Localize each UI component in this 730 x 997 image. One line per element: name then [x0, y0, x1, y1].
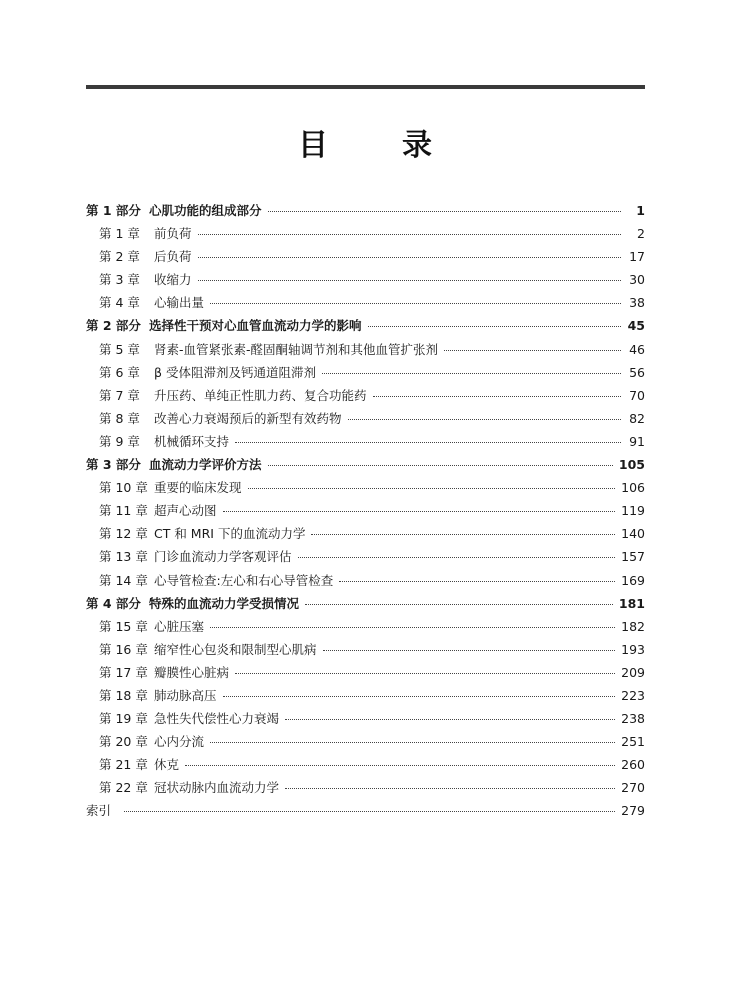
toc-page-number: 2 — [637, 226, 645, 242]
toc-page-number: 182 — [621, 618, 645, 634]
toc-page-number: 46 — [629, 341, 645, 357]
toc-chapter-title: 门诊血流动力学客观评估 — [154, 549, 292, 565]
toc-part-row[interactable] — [86, 453, 645, 476]
toc-chapter-title: β 受体阻滞剂及钙通道阻滞剂 — [154, 364, 316, 380]
dot-leader — [285, 787, 615, 789]
toc-chapter-number: 第 11 章 — [99, 503, 148, 519]
toc-chapter-title: 超声心动图 — [154, 503, 217, 519]
dot-leader — [198, 279, 621, 281]
toc-chapter-row[interactable] — [86, 430, 645, 453]
toc-chapter-row[interactable] — [86, 291, 645, 314]
toc-chapter-number: 第 7 章 — [99, 387, 140, 403]
toc-page-number: 181 — [618, 595, 645, 611]
toc-page-number: 209 — [621, 664, 645, 680]
dot-leader — [235, 441, 621, 443]
toc-chapter-title: 肺动脉高压 — [154, 687, 217, 703]
toc-page-number: 119 — [621, 503, 645, 519]
toc-chapter-row[interactable] — [86, 522, 645, 545]
toc-part-title: 血流动力学评价方法 — [149, 457, 262, 473]
toc-page-number: 1 — [636, 203, 645, 218]
toc-page-number: 193 — [621, 641, 645, 657]
toc-part-number: 第 2 部分 — [86, 318, 141, 334]
toc-chapter-number: 第 9 章 — [99, 433, 140, 449]
toc-chapter-title: 心脏压塞 — [154, 618, 205, 634]
toc-part-row[interactable] — [86, 314, 645, 337]
toc-chapter-row[interactable] — [86, 638, 645, 661]
toc-chapter-title: 心输出量 — [154, 295, 205, 311]
dot-leader — [268, 464, 613, 466]
toc-chapter-title: 重要的临床发现 — [154, 480, 242, 496]
toc-chapter-title: 休克 — [154, 757, 180, 773]
toc-chapter-row[interactable] — [86, 707, 645, 730]
toc-page-number: 70 — [629, 387, 645, 403]
top-rule — [86, 85, 645, 89]
toc-chapter-title: CT 和 MRI 下的血流动力学 — [154, 526, 306, 542]
toc-page-number: 82 — [629, 410, 645, 426]
toc-chapter-row[interactable] — [86, 268, 645, 291]
toc-page-number: 157 — [621, 549, 645, 565]
toc-page-number: 223 — [621, 687, 645, 703]
dot-leader — [339, 580, 615, 582]
toc-chapter-title: 后负荷 — [154, 249, 192, 265]
toc-chapter-number: 第 18 章 — [99, 687, 148, 703]
dot-leader — [223, 510, 616, 512]
dot-leader — [248, 487, 616, 489]
toc-chapter-number: 第 2 章 — [99, 249, 140, 265]
toc-chapter-number: 第 8 章 — [99, 410, 140, 426]
toc-part-title: 心肌功能的组成部分 — [149, 203, 262, 218]
toc-part-row[interactable] — [86, 592, 645, 615]
toc-page-number: 17 — [629, 249, 645, 265]
toc-chapter-row[interactable] — [86, 684, 645, 707]
toc-part-number: 第 4 部分 — [86, 595, 141, 611]
toc-page-number: 270 — [621, 780, 645, 796]
dot-leader — [223, 695, 616, 697]
toc-chapter-number: 第 10 章 — [99, 480, 148, 496]
dot-leader — [305, 603, 613, 605]
toc-chapter-row[interactable] — [86, 384, 645, 407]
dot-leader — [268, 210, 621, 212]
toc-chapter-number: 第 16 章 — [99, 641, 148, 657]
toc-chapter-number: 第 13 章 — [99, 549, 148, 565]
toc-chapter-title: 改善心力衰竭预后的新型有效药物 — [154, 410, 342, 426]
toc-chapter-number: 第 19 章 — [99, 711, 148, 727]
toc-chapter-row[interactable] — [86, 730, 645, 753]
toc-chapter-row[interactable] — [86, 476, 645, 499]
dot-leader — [348, 418, 621, 420]
toc-chapter-title: 升压药、单纯正性肌力药、复合功能药 — [154, 387, 367, 403]
toc-chapter-number: 第 4 章 — [99, 295, 140, 311]
dot-leader — [285, 718, 615, 720]
dot-leader — [373, 395, 621, 397]
toc-chapter-number: 第 14 章 — [99, 572, 148, 588]
dot-leader — [235, 672, 615, 674]
toc-chapter-number: 第 1 章 — [99, 226, 140, 242]
toc-page-number: 260 — [621, 757, 645, 773]
toc-page-number: 56 — [629, 364, 645, 380]
toc-chapter-row[interactable] — [86, 615, 645, 638]
toc-part-title: 特殊的血流动力学受损情况 — [149, 595, 300, 611]
dot-leader — [311, 533, 615, 535]
dot-leader — [298, 556, 616, 558]
toc-chapter-row[interactable] — [86, 776, 645, 799]
toc-chapter-title: 瓣膜性心脏病 — [154, 664, 230, 680]
toc-part-title: 选择性干预对心血管血流动力学的影响 — [149, 318, 362, 334]
dot-leader — [322, 372, 621, 374]
toc-chapter-number: 第 5 章 — [99, 341, 140, 357]
toc-page-number: 279 — [621, 803, 645, 819]
dot-leader — [323, 649, 616, 651]
toc-page-number: 169 — [621, 572, 645, 588]
toc-chapter-number: 第 15 章 — [99, 618, 148, 634]
dot-leader — [210, 302, 621, 304]
dot-leader — [368, 325, 621, 327]
toc-chapter-row[interactable] — [86, 753, 645, 776]
toc-chapter-number: 第 20 章 — [99, 734, 148, 750]
toc-chapter-title: 急性失代偿性心力衰竭 — [154, 711, 280, 727]
toc-page-number: 38 — [629, 295, 645, 311]
dot-leader — [124, 810, 615, 812]
toc-chapter-row[interactable] — [86, 245, 645, 268]
dot-leader — [210, 741, 615, 743]
toc-page-number: 251 — [621, 734, 645, 750]
toc-chapter-number: 第 6 章 — [99, 364, 140, 380]
toc-chapter-row[interactable] — [86, 338, 645, 361]
toc-chapter-number: 第 17 章 — [99, 664, 148, 680]
dot-leader — [198, 256, 621, 258]
toc-chapter-row[interactable] — [86, 569, 645, 592]
toc-chapter-title: 冠状动脉内血流动力学 — [154, 780, 280, 796]
dot-leader — [210, 626, 615, 628]
toc-index-number: 索引 — [86, 803, 112, 819]
dot-leader — [198, 233, 621, 235]
toc-page-number: 105 — [618, 457, 645, 473]
toc-page-number: 140 — [621, 526, 645, 542]
dot-leader — [185, 764, 615, 766]
toc-page-number: 30 — [629, 272, 645, 288]
toc-chapter-number: 第 12 章 — [99, 526, 148, 542]
toc-chapter-number: 第 22 章 — [99, 780, 148, 796]
toc-page-number: 45 — [627, 318, 645, 334]
page-title: 目 录 — [298, 128, 454, 163]
toc-chapter-title: 前负荷 — [154, 226, 192, 242]
toc-chapter-row[interactable] — [86, 499, 645, 522]
toc-chapter-title: 心内分流 — [154, 734, 205, 750]
toc-chapter-number: 第 21 章 — [99, 757, 148, 773]
table-of-contents — [86, 199, 645, 823]
toc-index-row[interactable] — [86, 799, 645, 822]
toc-chapter-number: 第 3 章 — [99, 272, 140, 288]
toc-page-number: 106 — [621, 480, 645, 496]
toc-chapter-row[interactable] — [86, 407, 645, 430]
toc-part-number: 第 3 部分 — [86, 457, 141, 473]
toc-chapter-title: 肾素-血管紧张素-醛固酮轴调节剂和其他血管扩张剂 — [154, 341, 439, 357]
toc-chapter-row[interactable] — [86, 661, 645, 684]
toc-page-number: 91 — [629, 433, 645, 449]
toc-part-row[interactable] — [86, 199, 645, 222]
toc-chapter-row[interactable] — [86, 361, 645, 384]
toc-chapter-row[interactable] — [86, 545, 645, 568]
dot-leader — [444, 349, 621, 351]
toc-part-number: 第 1 部分 — [86, 203, 141, 218]
toc-chapter-title: 缩窄性心包炎和限制型心肌病 — [154, 641, 317, 657]
toc-chapter-title: 心导管检查:左心和右心导管检查 — [154, 572, 334, 588]
toc-chapter-title: 收缩力 — [154, 272, 192, 288]
toc-chapter-row[interactable] — [86, 222, 645, 245]
toc-chapter-title: 机械循环支持 — [154, 433, 230, 449]
toc-page-number: 238 — [621, 711, 645, 727]
